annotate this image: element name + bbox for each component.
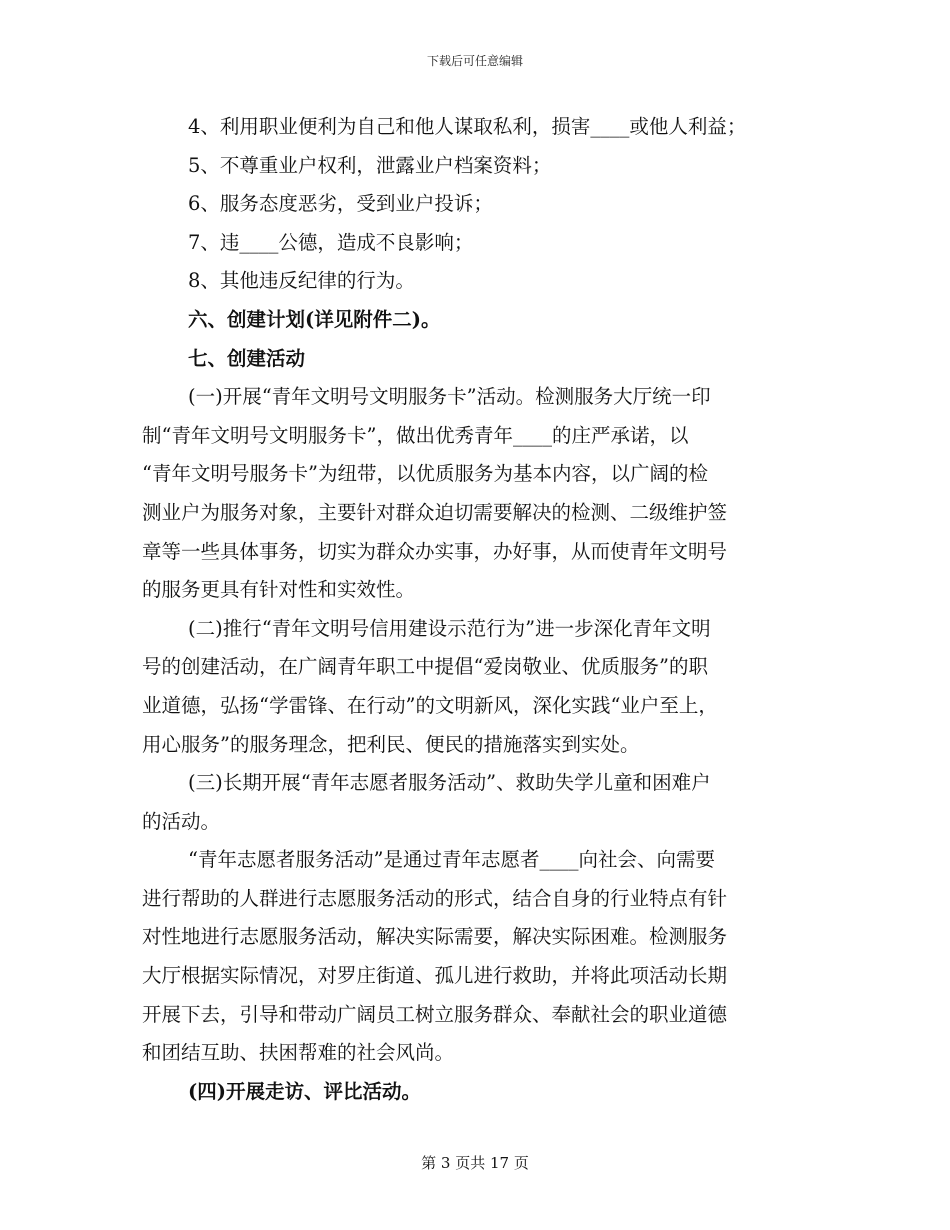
paragraph-line: (一)开展“青年文明号文明服务卡”活动。检测服务大厅统一印 <box>188 385 711 409</box>
paragraph-line: 4、利用职业便利为自己和他人谋取私利，损害____或他人利益； <box>188 115 747 138</box>
paragraph-line: 5、不尊重业户权利，泄露业户档案资料； <box>188 153 552 177</box>
paragraph-line: 大厅根据实际情况，对罗庄街道、孤儿进行救助，并将此项活动长期 <box>142 964 728 988</box>
document-body <box>142 108 804 1111</box>
paragraph-line: 7、违____公德，造成不良影响； <box>188 230 474 254</box>
paragraph-line: 的服务更具有针对性和实效性。 <box>142 578 416 602</box>
section-heading: (四)开展走访、评比活动。 <box>188 1079 421 1103</box>
paragraph-line: (二)推行“青年文明号信用建设示范行为”进一步深化青年文明 <box>188 616 711 640</box>
paragraph-line: 业道德，弘扬“学雷锋、在行动”的文明新风，深化实践“业户至上， <box>142 693 718 717</box>
paragraph-line: 8、其他违反纪律的行为。 <box>188 269 415 293</box>
paragraph-line: (三)长期开展“青年志愿者服务活动”、救助失学儿童和困难户 <box>188 771 711 795</box>
paragraph-line: “青年志愿者服务活动”是通过青年志愿者____向社会、向需要 <box>188 848 715 872</box>
paragraph-line: 章等一些具体事务，切实为群众办实事，办好事，从而使青年文明号 <box>142 539 728 563</box>
page-number: 第 3 页共 17 页 <box>421 1154 529 1172</box>
section-heading: 六、创建计划(详见附件二)。 <box>188 307 441 331</box>
paragraph-line: 用心服务”的服务理念，把利民、便民的措施落实到实处。 <box>142 732 640 756</box>
paragraph-line: 制“青年文明号文明服务卡”，做出优秀青年____的庄严承诺，以 <box>142 423 689 447</box>
paragraph-line: 对性地进行志愿服务活动，解决实际需要，解决实际困难。检测服务 <box>142 925 728 949</box>
paragraph-line: 6、服务态度恶劣，受到业户投诉； <box>188 192 493 216</box>
paragraph-line: 的活动。 <box>142 809 221 833</box>
paragraph-line: 进行帮助的人群进行志愿服务活动的形式，结合自身的行业特点有针 <box>142 886 728 910</box>
page-header: 下载后可任意编辑 <box>426 54 523 68</box>
paragraph-line: “青年文明号服务卡”为纽带，以优质服务为基本内容，以广阔的检 <box>142 462 708 486</box>
paragraph-line: 号的创建活动，在广阔青年职工中提倡“爱岗敬业、优质服务”的职 <box>142 655 708 679</box>
paragraph-line: 和团结互助、扶困帮难的社会风尚。 <box>142 1041 455 1065</box>
paragraph-line: 测业户为服务对象，主要针对群众迫切需要解决的检测、二级维护签 <box>142 500 728 524</box>
paragraph-line: 开展下去，引导和带动广阔员工树立服务群众、奉献社会的职业道德 <box>142 1002 728 1026</box>
section-heading: 七、创建活动 <box>188 346 306 370</box>
